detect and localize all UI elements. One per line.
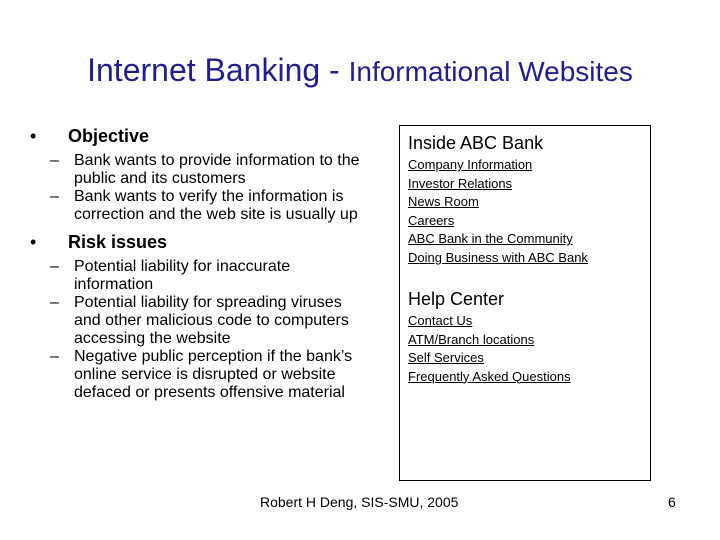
slide-title-sub: Informational Websites <box>348 56 633 87</box>
list-item <box>408 193 588 212</box>
dash-icon: – <box>50 348 59 365</box>
link-contact-us[interactable]: Contact Us <box>408 313 473 328</box>
list-item <box>30 152 370 188</box>
list-item <box>408 230 588 249</box>
dash-icon: – <box>50 258 59 275</box>
bullet-icon: • <box>30 126 37 146</box>
list-item <box>30 258 370 294</box>
footer-credit: Robert H Deng, SIS-SMU, 2005 <box>260 494 459 510</box>
list-item <box>30 348 370 402</box>
list-item-text: Potential liability for inaccurate information <box>74 258 291 293</box>
dash-icon: – <box>50 152 59 169</box>
bullet-objective <box>30 124 370 148</box>
website-mockup-panel <box>399 125 651 481</box>
link-self-services[interactable]: Self Services <box>408 350 484 365</box>
list-item <box>30 188 370 224</box>
bullet-icon: • <box>30 232 37 252</box>
list-item <box>408 156 588 175</box>
list-item <box>408 212 588 231</box>
help-center-heading: Help Center <box>408 289 505 309</box>
page-number: 6 <box>668 494 676 510</box>
slide-title-main: Internet Banking - <box>87 52 349 88</box>
dash-icon: – <box>50 188 59 205</box>
link-doing-business[interactable]: Doing Business with ABC Bank <box>408 249 588 265</box>
link-investor-relations[interactable]: Investor Relations <box>408 175 513 191</box>
help-center-links <box>408 312 571 386</box>
list-item <box>408 331 571 350</box>
link-careers[interactable]: Careers <box>408 212 455 228</box>
slide-title <box>0 50 720 97</box>
link-news-room[interactable]: News Room <box>408 194 479 209</box>
bullet-risk-label: Risk issues <box>68 232 168 252</box>
list-item <box>408 312 571 331</box>
list-item-text: Negative public perception if the bank’s online service is disrupted or website defaced or presents offensive material <box>74 348 353 401</box>
list-item <box>408 349 571 368</box>
link-faq[interactable]: Frequently Asked Questions <box>408 368 571 384</box>
list-item <box>408 175 588 194</box>
list-item <box>408 368 571 387</box>
inside-abc-links <box>408 156 588 267</box>
link-community[interactable]: ABC Bank in the Community <box>408 231 573 246</box>
list-item-text: Bank wants to verify the information is correction and the web site is usually up <box>74 188 358 223</box>
dash-icon: – <box>50 294 59 311</box>
risk-list <box>30 258 370 402</box>
objective-list <box>30 152 370 224</box>
inside-abc-heading: Inside ABC Bank <box>408 133 544 153</box>
list-item-text: Bank wants to provide information to the public and its customers <box>74 152 360 187</box>
list-item-text: Potential liability for spreading viruses and other malicious code to computers accessing the website <box>74 294 349 347</box>
content-left <box>30 124 370 408</box>
list-item <box>30 294 370 348</box>
link-atm-branch[interactable]: ATM/Branch locations <box>408 331 535 347</box>
bullet-objective-label: Objective <box>68 126 150 146</box>
link-company-information[interactable]: Company Information <box>408 157 533 172</box>
list-item <box>408 249 588 268</box>
bullet-risk-issues <box>30 230 370 254</box>
